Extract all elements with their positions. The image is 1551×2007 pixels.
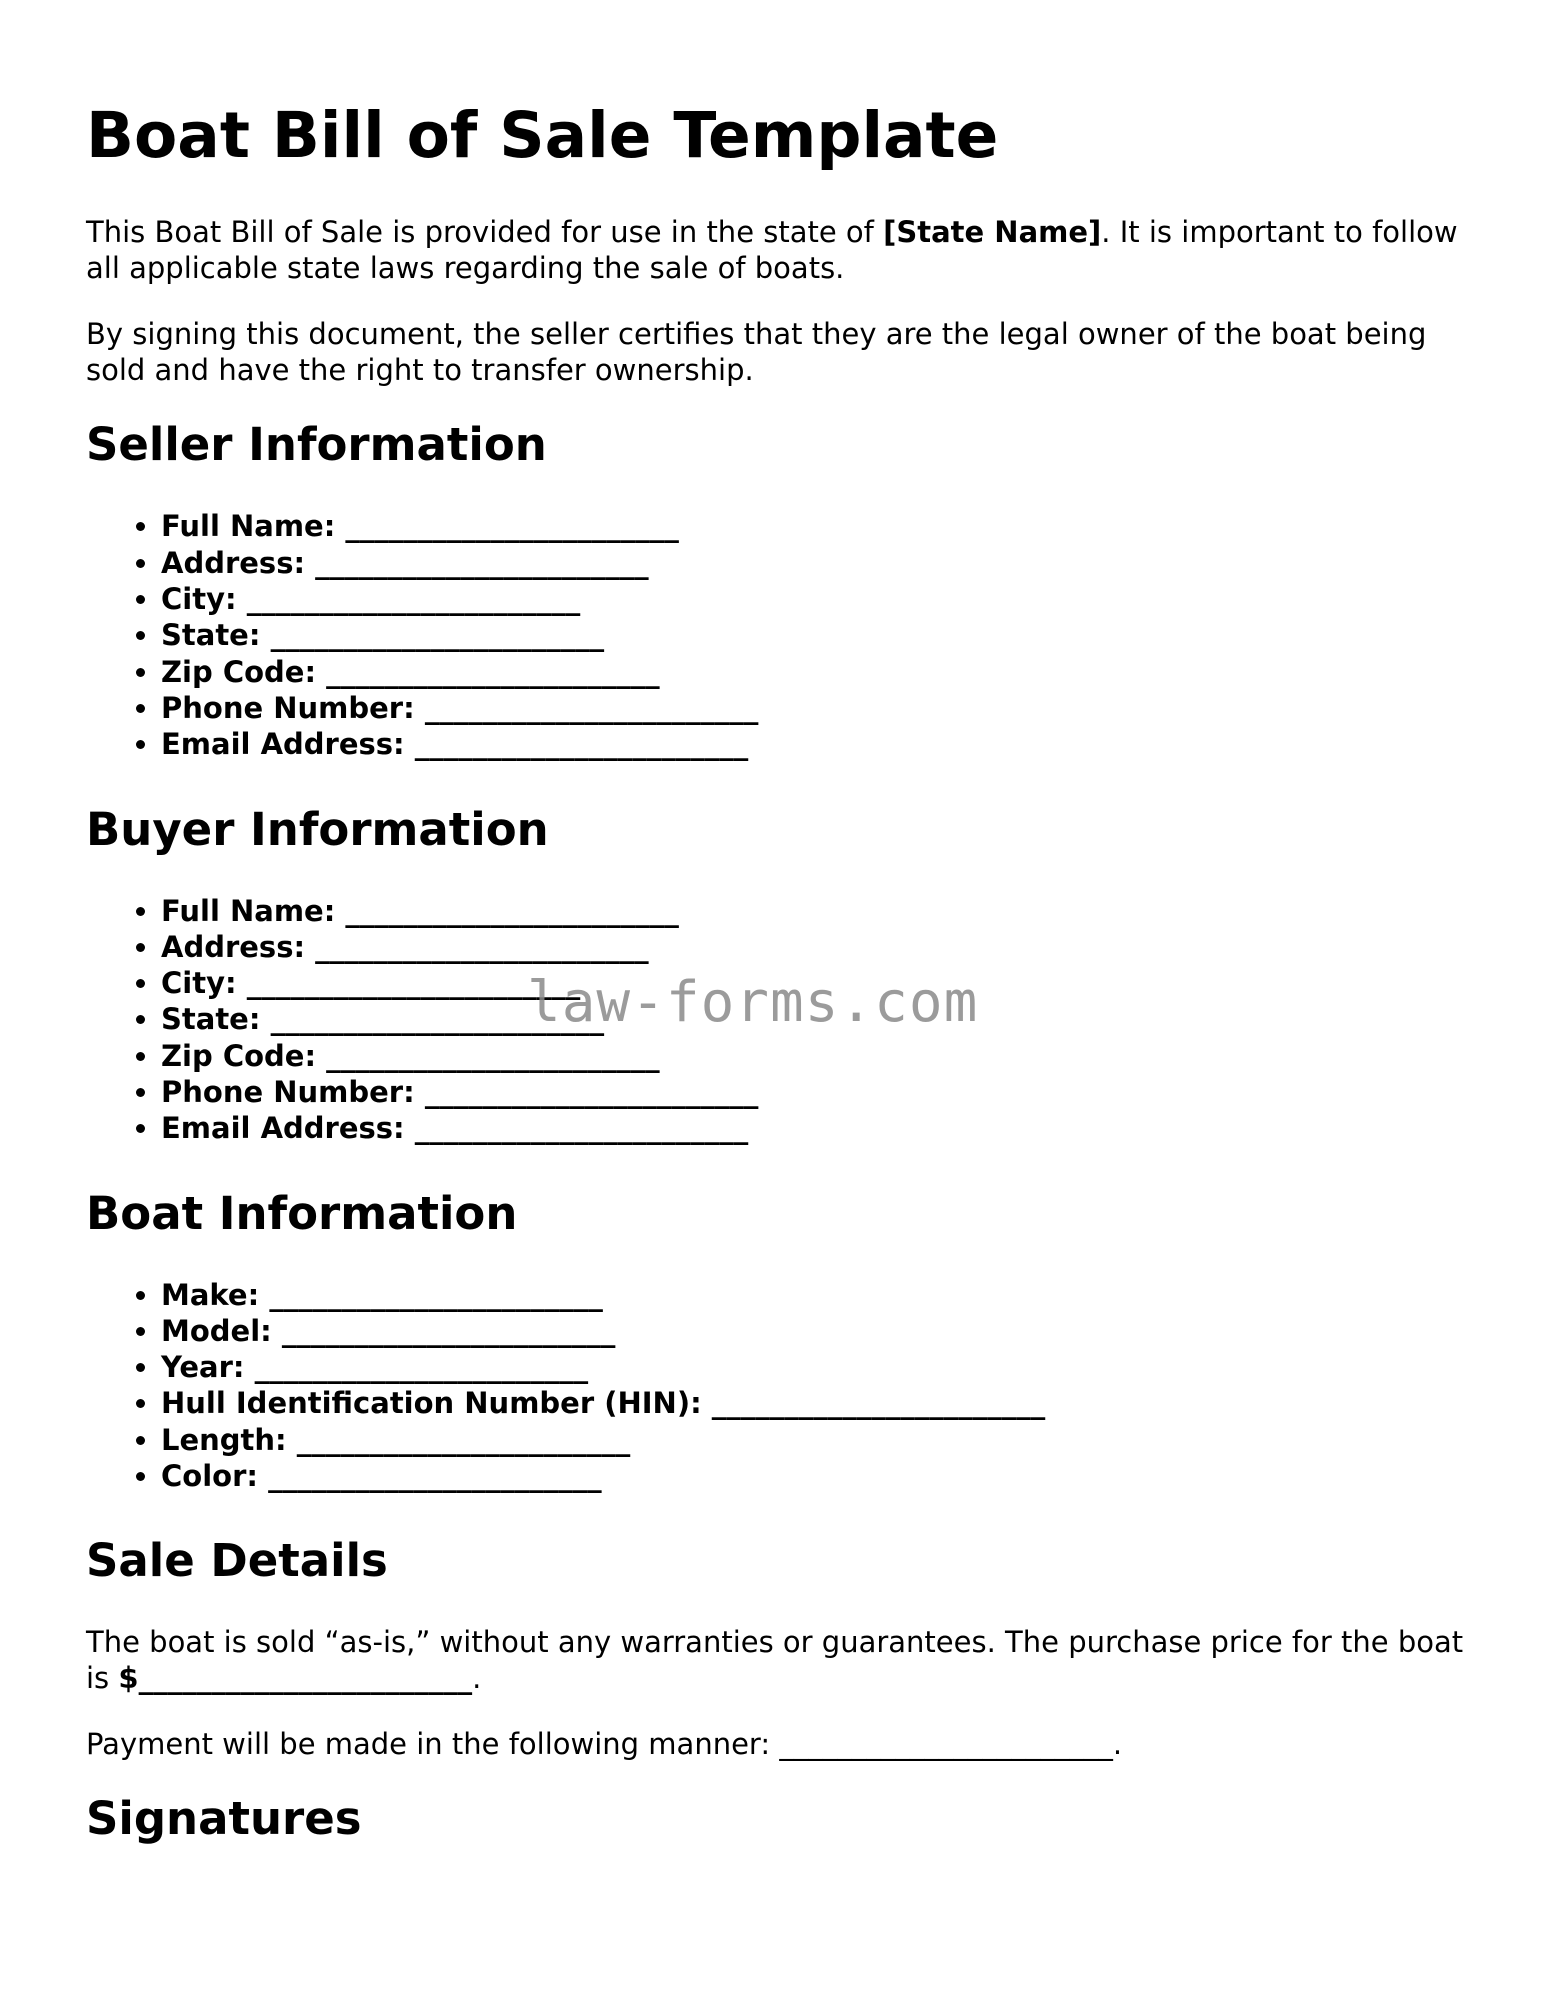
seller-field-address [161, 545, 1486, 581]
field-label: City: [161, 966, 237, 1001]
buyer-field-state [161, 1001, 1486, 1037]
currency-symbol: $ [118, 1661, 139, 1696]
fill-blank[interactable]: _______________________ [345, 509, 679, 544]
boat-field-length [161, 1422, 1486, 1458]
buyer-field-phone [161, 1074, 1486, 1110]
fill-blank[interactable]: _______________________ [281, 1313, 616, 1348]
buyer-field-email [161, 1110, 1486, 1146]
field-label: State: [161, 618, 261, 653]
fill-blank[interactable]: _______________________ [326, 654, 660, 689]
fill-blank[interactable]: _______________________ [246, 582, 581, 617]
fill-blank[interactable]: _______________________ [711, 1386, 1046, 1421]
buyer-field-zip [161, 1038, 1486, 1074]
seller-field-list [86, 508, 1486, 762]
boat-field-color [161, 1458, 1486, 1494]
boat-field-model [161, 1313, 1486, 1349]
field-label: Address: [161, 929, 306, 964]
fill-blank[interactable]: _______________________ [270, 1002, 605, 1037]
seller-field-phone [161, 690, 1486, 726]
fill-blank[interactable]: _______________________ [270, 618, 605, 653]
fill-blank[interactable]: _______________________ [254, 1350, 589, 1385]
buyer-section-heading: Buyer Information [86, 802, 549, 856]
field-label: Make: [161, 1277, 260, 1312]
price-blank[interactable]: _______________________ [138, 1661, 473, 1696]
field-label: Model: [161, 1313, 272, 1348]
buyer-field-full-name [161, 893, 1486, 929]
field-label: Full Name: [161, 509, 336, 544]
field-label: Email Address: [161, 1111, 405, 1146]
field-label: Address: [161, 545, 306, 580]
fill-blank[interactable]: _______________________ [246, 966, 581, 1001]
sale-price-text: The boat is sold “as-is,” without any warranties or guarantees. The purchase price for the boat is [86, 1625, 1464, 1696]
buyer-field-city [161, 965, 1486, 1001]
state-name-placeholder: [State Name] [883, 215, 1102, 250]
intro-text-before: This Boat Bill of Sale is provided for use in the state of [86, 215, 884, 250]
intro-paragraph-state [86, 214, 1486, 286]
field-label: Hull Identification Number (HIN): [161, 1386, 702, 1421]
boat-section-heading: Boat Information [86, 1186, 518, 1240]
fill-blank[interactable]: _______________________ [414, 727, 749, 762]
signatures-section-heading: Signatures [86, 1792, 362, 1846]
fill-blank[interactable]: _______________________ [424, 1075, 759, 1109]
intro-paragraph-certify: By signing this document, the seller certifies that they are the legal owner of the boat being sold and have the right to transfer ownership. [86, 317, 1427, 388]
seller-field-email [161, 726, 1486, 762]
boat-field-list [86, 1277, 1486, 1495]
sentence-end: . [472, 1661, 482, 1696]
fill-blank[interactable]: _______________________ [326, 1038, 660, 1073]
sale-price-paragraph [86, 1624, 1486, 1696]
fill-blank[interactable]: _______________________ [315, 545, 649, 580]
page-title: Boat Bill of Sale Template [86, 99, 999, 172]
fill-blank[interactable]: _______________________ [414, 1111, 749, 1146]
field-label: Color: [161, 1459, 258, 1494]
sale-section-heading: Sale Details [86, 1534, 388, 1588]
seller-field-full-name [161, 508, 1486, 544]
field-label: Zip Code: [161, 654, 317, 689]
fill-blank[interactable]: _______________________ [269, 1277, 603, 1312]
fill-blank[interactable]: _______________________ [296, 1422, 631, 1457]
field-label: State: [161, 1002, 261, 1037]
field-label: Phone Number: [161, 690, 415, 725]
seller-field-city [161, 581, 1486, 617]
field-label: Full Name: [161, 893, 336, 928]
seller-section-heading: Seller Information [86, 418, 547, 472]
field-label: Phone Number: [161, 1075, 415, 1109]
document-page [86, 100, 1486, 1882]
fill-blank[interactable]: _______________________ [315, 929, 649, 964]
fill-blank[interactable]: _______________________ [424, 690, 759, 725]
payment-text: Payment will be made in the following manner: [86, 1727, 780, 1762]
boat-field-hin [161, 1385, 1486, 1421]
field-label: City: [161, 582, 237, 617]
field-label: Length: [161, 1422, 287, 1457]
payment-manner-paragraph [86, 1726, 1486, 1762]
field-label: Zip Code: [161, 1038, 317, 1073]
field-label: Email Address: [161, 727, 405, 762]
buyer-field-address [161, 929, 1486, 965]
watermark: law-forms.com [527, 970, 979, 1035]
intro-text-after: . It is important to follow all applicable state laws regarding the sale of boats. [86, 215, 1458, 286]
seller-field-state [161, 617, 1486, 653]
fill-blank[interactable]: _______________________ [268, 1459, 602, 1494]
field-label: Year: [161, 1350, 245, 1385]
buyer-field-list [86, 893, 1486, 1147]
sentence-end: . [1112, 1727, 1123, 1762]
seller-field-zip [161, 654, 1486, 690]
boat-field-year [161, 1349, 1486, 1385]
payment-blank[interactable]: _______________________ [779, 1727, 1113, 1762]
fill-blank[interactable]: _______________________ [345, 893, 679, 928]
boat-field-make [161, 1277, 1486, 1313]
